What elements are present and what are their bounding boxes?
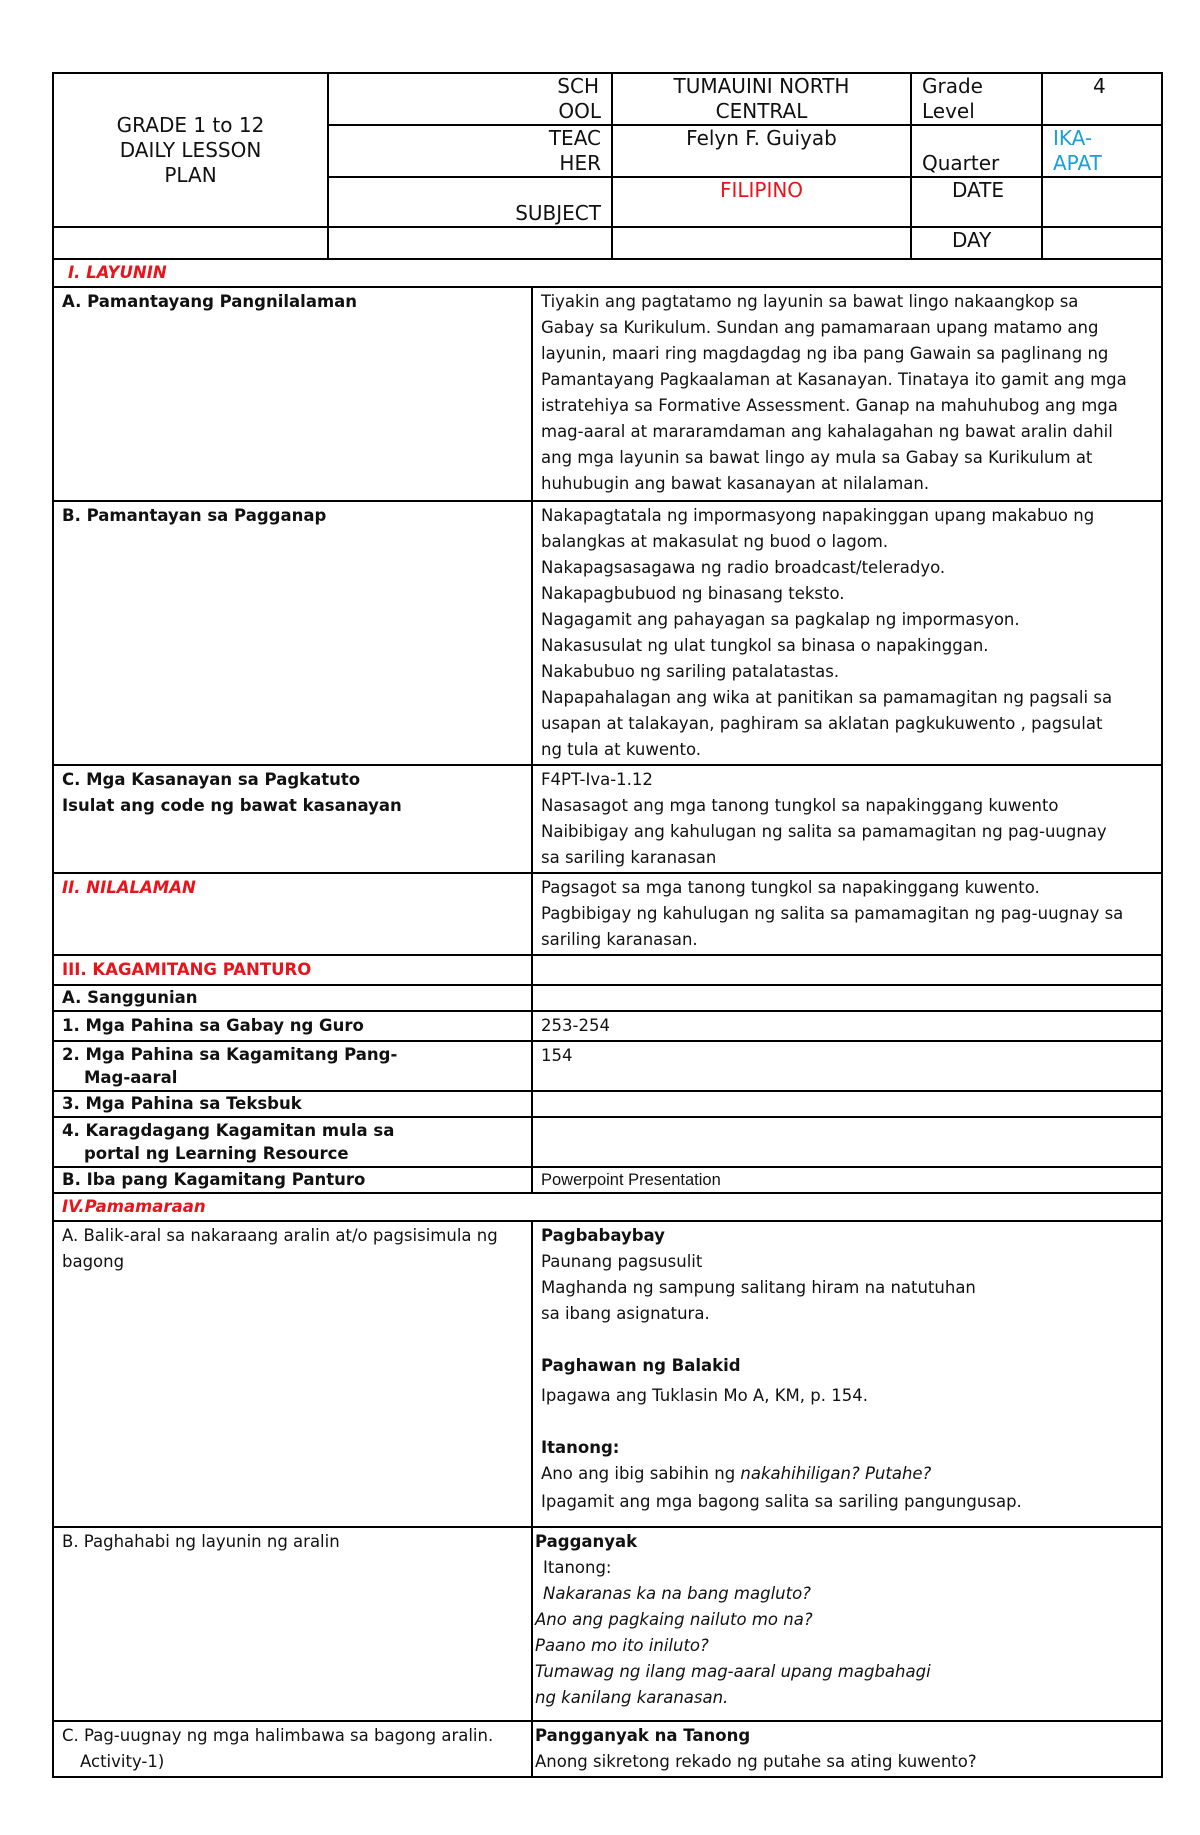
grade-level-label: Grade Level [911,73,1042,125]
balik-aral-value: Pagbabaybay Paunang pagsusulit Maghanda ng sampung salitang hiram na natutuhan sa ibang asignatura. Paghawan ng Balakid Ipagawa ang Tuklasin Mo A, KM, p. 154. Itanong: Ano ang ibig sabihin ng nakahihiligan? Putahe? Ipagamit ang mga bagong salita sa sariling pangungusap. [532,1221,1162,1527]
nilalaman-value: Pagsagot sa mga tanong tungkol sa napakinggang kuwento. Pagbibigay ng kahulugan ng salita sa pamamagitan ng pag-uugnay sa sariling karanasan. [532,873,1162,955]
pamantayang-pangnilalaman-value: Tiyakin ang pagtatamo ng layunin sa bawat lingo nakaangkop sa Gabay sa Kurikulum. Sundan ang pamamaraan upang matamo ang layunin, maari ring magdagdag ng iba pang Gawain sa paglinang ng Pamantayang Pagkaalaman at Kasanayan. Tinataya ito gamit ang mga istratehiya sa Formative Assessment. Ganap na mahuhubog ang mga mag-aaral at mararamdaman ang kahalagahan ng bawat aralin dahil ang mga layunin sa bawat lingo ay mula sa Gabay sa Kurikulum at huhubugin ang bawat kasanayan at nilalaman. [532,287,1162,501]
kasanayan-value: F4PT-Iva-1.12 Nasasagot ang mga tanong tungkol sa napakinggang kuwento Naibibigay ang kahulugan ng salita sa pamamagitan ng pag-uugnay sa sariling karanasan [532,765,1162,873]
karagdagang-kagamitan-label: 4. Karagdagang Kagamitan mula sa portal ng Learning Resource [53,1117,532,1167]
day-value [1042,227,1162,259]
iba-pang-kagamitan-value: Powerpoint Presentation [532,1167,1162,1193]
section-pamamaraan: IV.Pamamaraan [53,1193,1162,1221]
header-blank [328,227,612,259]
grade-level-value: 4 [1042,73,1162,125]
paghahabi-label: B. Paghahabi ng layunin ng aralin [53,1527,532,1721]
sanggunian-label: A. Sanggunian [53,985,532,1011]
day-label: DAY [911,227,1042,259]
header-table [52,72,1163,260]
header-blank [53,227,328,259]
teacher-label: TEAC HER [328,125,612,177]
teksbuk-blank [532,1091,1162,1117]
teacher-value: Felyn F. Guiyab [612,125,911,177]
balik-aral-label: A. Balik-aral sa nakaraang aralin at/o pagsisimula ng bagong [53,1221,532,1527]
gabay-guro-value: 253-254 [532,1011,1162,1041]
date-label: DATE [911,177,1042,227]
section-nilalaman: II. NILALAMAN [53,873,532,955]
kagamitang-mag-aaral-label: 2. Mga Pahina sa Kagamitang Pang- Mag-aaral [53,1041,532,1091]
lesson-table [52,258,1163,1778]
kagamitang-mag-aaral-value: 154 [532,1041,1162,1091]
kasanayan-label: C. Mga Kasanayan sa Pagkatuto Isulat ang code ng bawat kasanayan [53,765,532,873]
paghahabi-value: Pagganyak Itanong: Nakaranas ka na bang magluto? Ano ang pagkaing nailuto mo na? Paano mo ito iniluto? Tumawag ng ilang mag-aaral upang magbahagi ng kanilang karanasan. [532,1527,1162,1721]
plan-title: GRADE 1 to 12 DAILY LESSON PLAN [53,73,328,227]
lesson-plan-page [52,72,1161,1778]
header-blank [612,227,911,259]
subject-value: FILIPINO [612,177,911,227]
subject-label: SUBJECT [328,177,612,227]
pamantayang-pangnilalaman-label: A. Pamantayang Pangnilalaman [53,287,532,501]
karagdagang-kagamitan-blank [532,1117,1162,1167]
pamantayan-pagganap-value: Nakapagtatala ng impormasyong napakinggan upang makabuo ng balangkas at makasulat ng buod o lagom. Nakapagsasagawa ng radio broadcast/teleradyo. Nakapagbubuod ng binasang teksto. Nagagamit ang pahayagan sa pagkalap ng impormasyon. Nakasusulat ng ulat tungkol sa binasa o napakinggan. Nakabubuo ng sariling patalatastas. Napapahalagan ang wika at panitikan sa pamamagitan ng pagsali sa usapan at talakayan, paghiram sa aklatan pagkukuwento , pagsulat ng tula at kuwento. [532,501,1162,765]
kagamitan-blank [532,955,1162,985]
quarter-value: IKA- APAT [1042,125,1162,177]
school-value: TUMAUINI NORTH CENTRAL [612,73,911,125]
date-value [1042,177,1162,227]
section-layunin: I. LAYUNIN [53,259,1162,287]
teksbuk-label: 3. Mga Pahina sa Teksbuk [53,1091,532,1117]
section-kagamitan: III. KAGAMITANG PANTURO [53,955,532,985]
iba-pang-kagamitan-label: B. Iba pang Kagamitang Panturo [53,1167,532,1193]
pamantayan-pagganap-label: B. Pamantayan sa Pagganap [53,501,532,765]
gabay-guro-label: 1. Mga Pahina sa Gabay ng Guro [53,1011,532,1041]
quarter-label: Quarter [911,125,1042,177]
paguugnay-label: C. Pag-uugnay ng mga halimbawa sa bagong aralin. Activity-1) [53,1721,532,1777]
school-label: SCH OOL [328,73,612,125]
paguugnay-value: Pangganyak na Tanong Anong sikretong rekado ng putahe sa ating kuwento? [532,1721,1162,1777]
sanggunian-blank [532,985,1162,1011]
